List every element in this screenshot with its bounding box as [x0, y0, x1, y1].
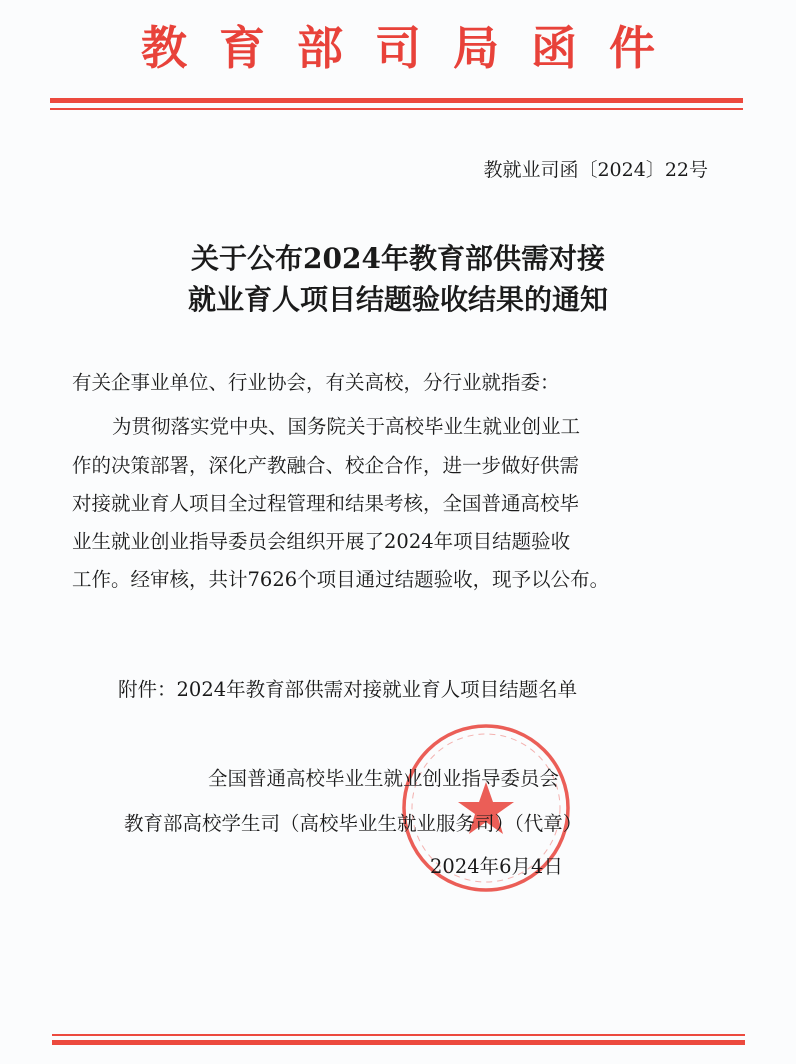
paragraph-line: 为贯彻落实党中央、国务院关于高校毕业生就业创业工 [112, 415, 581, 438]
paragraph-line: 对接就业育人项目全过程管理和结果考核，全国普通高校毕 [72, 492, 580, 515]
footer-thick-rule [52, 1040, 745, 1045]
attachment-note: 附件：2024年教育部供需对接就业育人项目结题名单 [118, 678, 578, 701]
notice-title-line1: 关于公布2024年教育部供需对接 [191, 242, 605, 275]
paragraph-line: 业生就业创业指导委员会组织开展了2024年项目结题验收 [72, 530, 571, 553]
header-thin-rule [50, 108, 743, 110]
footer-thin-rule [52, 1034, 745, 1036]
salutation: 有关企事业单位、行业协会，有关高校，分行业就指委： [72, 371, 560, 394]
signing-organization-1: 全国普通高校毕业生就业创业指导委员会 [208, 767, 560, 790]
signing-organization-2: 教育部高校学生司（高校毕业生就业服务司）（代章） [124, 812, 583, 835]
paragraph-line: 工作。经审核，共计7626个项目通过结题验收，现予以公布。 [72, 568, 610, 591]
notice-title-line2: 就业育人项目结题验收结果的通知 [187, 283, 608, 316]
paragraph-line: 作的决策部署，深化产教融合、校企合作，进一步做好供需 [72, 454, 580, 477]
document-number: 教就业司函〔2024〕22号 [483, 159, 708, 181]
header-thick-rule [50, 98, 743, 103]
issue-date: 2024年6月4日 [430, 855, 563, 878]
letterhead-title: 教育部司局函件 [141, 21, 687, 75]
